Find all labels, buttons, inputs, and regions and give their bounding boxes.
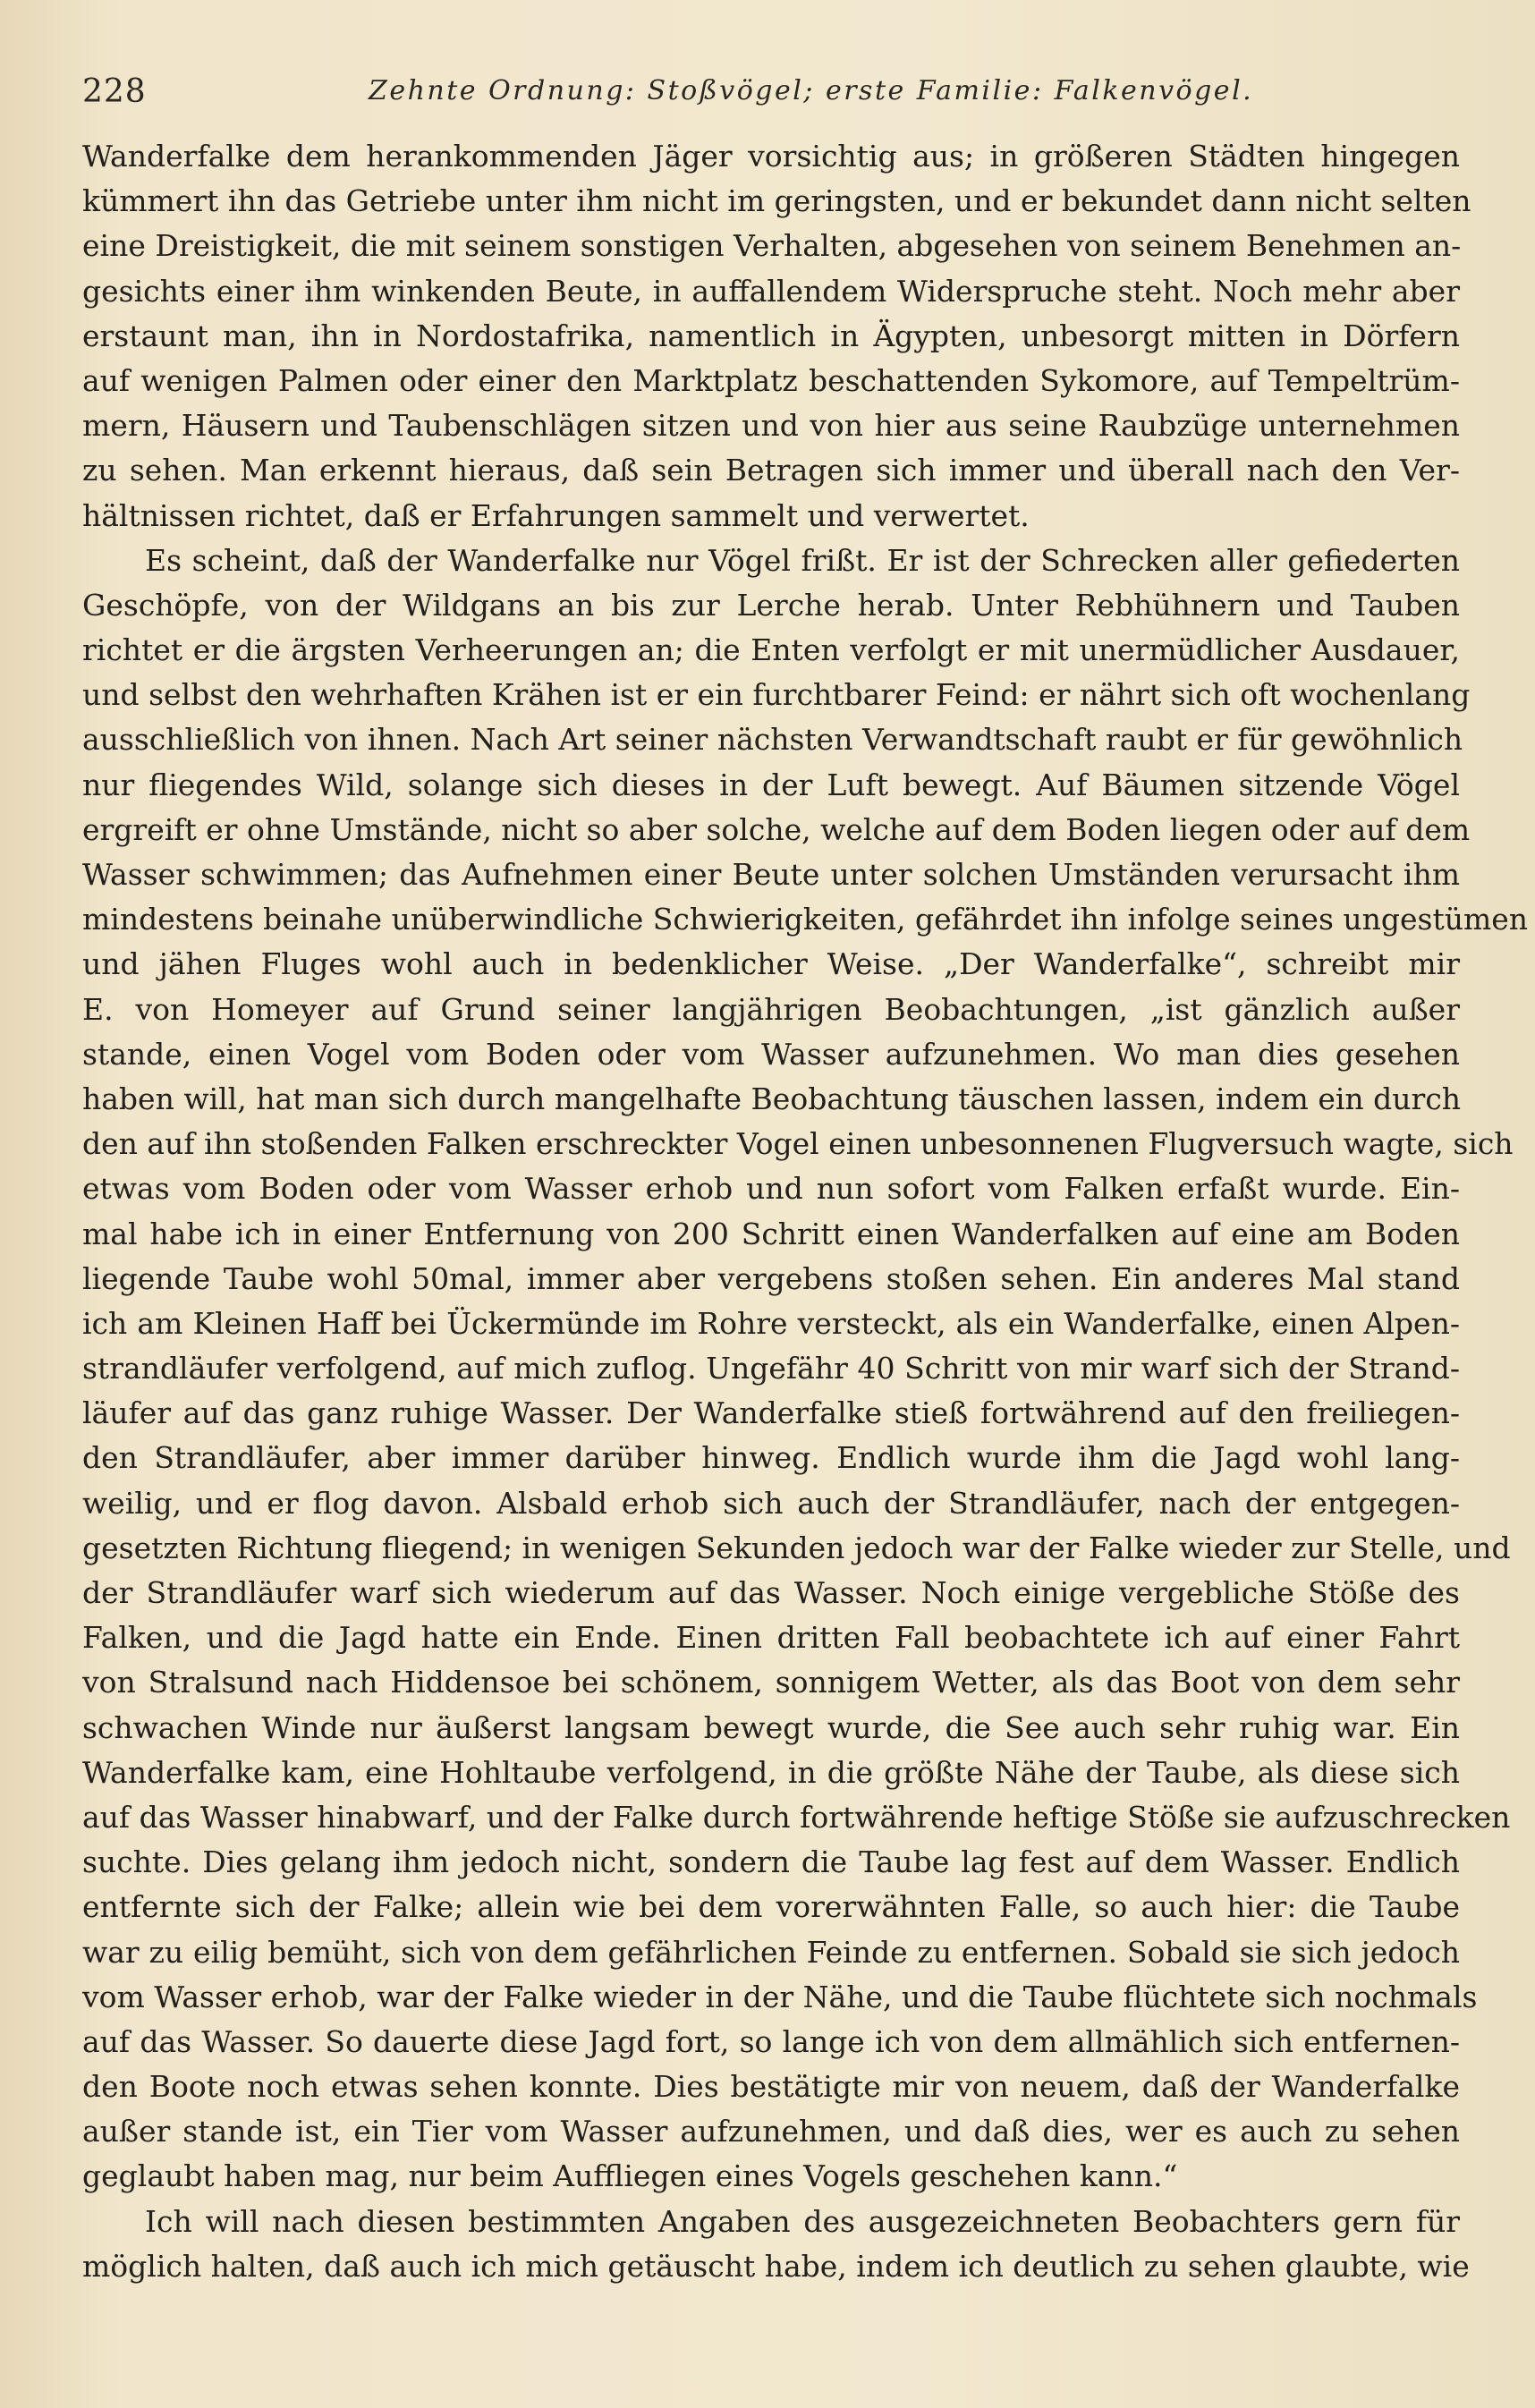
text-line: außer stande ist, ein Tier vom Wasser aufzunehmen, und daß dies, wer es auch zu sehen — [82, 2114, 1460, 2149]
text-line: auf das Wasser hinabwarf, und der Falke durch fortwährende heftige Stöße sie aufzuschrecken — [82, 1799, 1511, 1835]
text-line: auf das Wasser. So dauerte diese Jagd fort, so lange ich von dem allmählich sich entfernen- — [82, 2023, 1460, 2059]
text-line: gesetzten Richtung fliegend; in wenigen Sekunden jedoch war der Falke wieder zur Stelle, und — [82, 1530, 1511, 1565]
text-line: den Strandläufer, aber immer darüber hinweg. Endlich wurde ihm die Jagd wohl lang- — [82, 1440, 1460, 1476]
text-line: Wanderfalke dem herankommenden Jäger vorsichtig aus; in größeren Städten hingegen — [82, 139, 1460, 174]
text-line: den auf ihn stoßenden Falken erschreckter Vogel einen unbesonnenen Flugversuch wagte, sich — [82, 1126, 1514, 1162]
text-line: schwachen Winde nur äußerst langsam bewegt wurde, die See auch sehr ruhig war. Ein — [82, 1709, 1460, 1745]
text-line: erstaunt man, ihn in Nordostafrika, namentlich in Ägypten, unbesorgt mitten in Dörfern — [82, 318, 1460, 353]
text-line: Geschöpfe, von der Wildgans an bis zur Lerche herab. Unter Rebhühnern und Tauben — [82, 587, 1460, 623]
text-line: Wanderfalke kam, eine Hohltaube verfolgend, in die größte Nähe der Taube, als diese sich — [82, 1754, 1460, 1790]
text-line: kümmert ihn das Getriebe unter ihm nicht im geringsten, und er bekundet dann nicht selten — [82, 183, 1471, 219]
text-line: haben will, hat man sich durch mangelhafte Beobachtung täuschen lassen, indem ein durch — [82, 1081, 1462, 1116]
text-line: richtet er die ärgsten Verheerungen an; die Enten verfolgt er mit unermüdlicher Ausdauer, — [82, 632, 1460, 668]
text-line: geglaubt haben mag, nur beim Auffliegen eines Vogels geschehen kann.“ — [82, 2158, 1178, 2194]
text-line: nur fliegendes Wild, solange sich dieses in der Luft bewegt. Auf Bäumen sitzende Vögel — [82, 767, 1460, 802]
text-line: weilig, und er flog davon. Alsbald erhob sich auch der Strandläufer, nach der entgegen- — [82, 1485, 1460, 1521]
text-line: Ich will nach diesen bestimmten Angaben des ausgezeichneten Beobachters gern für — [145, 2203, 1460, 2239]
text-line: den Boote noch etwas sehen konnte. Dies bestätigte mir von neuem, daß der Wanderfalke — [82, 2069, 1460, 2105]
text-line: ergreift er ohne Umstände, nicht so aber solche, welche auf dem Boden liegen oder auf dem — [82, 811, 1471, 847]
text-line: mal habe ich in einer Entfernung von 200 Schritt einen Wanderfalken auf eine am Boden — [82, 1216, 1460, 1251]
page-number: 228 — [82, 73, 147, 110]
text-line: eine Dreistigkeit, die mit seinem sonstigen Verhalten, abgesehen von seinem Benehmen an- — [82, 228, 1462, 264]
text-line: hältnissen richtet, daß er Erfahrungen sammelt und verwertet. — [82, 497, 1030, 533]
text-line: der Strandläufer warf sich wiederum auf das Wasser. Noch einige vergebliche Stöße des — [82, 1575, 1460, 1610]
text-line: E. von Homeyer auf Grund seiner langjährigen Beobachtungen, „ist gänzlich außer — [82, 991, 1460, 1027]
text-line: Wasser schwimmen; das Aufnehmen einer Beute unter solchen Umständen verursacht ihm — [82, 857, 1460, 892]
text-line: ich am Kleinen Haff bei Ückermünde im Rohre versteckt, als ein Wanderfalke, einen Alpen- — [82, 1305, 1460, 1341]
text-line: war zu eilig bemüht, sich von dem gefährlichen Feinde zu entfernen. Sobald sie sich jedoch — [82, 1934, 1460, 1970]
text-line: zu sehen. Man erkennt hieraus, daß sein Betragen sich immer und überall nach den Ver- — [82, 453, 1460, 488]
text-line: ausschließlich von ihnen. Nach Art seiner nächsten Verwandtschaft raubt er für gewöhnlich — [82, 722, 1463, 758]
text-line: liegende Taube wohl 50mal, immer aber vergebens stoßen sehen. Ein anderes Mal stand — [82, 1260, 1460, 1296]
body-text — [82, 134, 1529, 2289]
text-line: mindestens beinahe unüberwindliche Schwierigkeiten, gefährdet ihn infolge seines ungestümen — [82, 902, 1529, 937]
text-line: möglich halten, daß auch ich mich getäuscht habe, indem ich deutlich zu sehen glaubte, wie — [82, 2248, 1470, 2284]
text-line: entfernte sich der Falke; allein wie bei dem vorerwähnten Falle, so auch hier: die Taube — [82, 1889, 1460, 1925]
text-line: Es scheint, daß der Wanderfalke nur Vögel frißt. Er ist der Schrecken aller gefiederten — [145, 542, 1460, 578]
text-line: strandläufer verfolgend, auf mich zuflog. Ungefähr 40 Schritt von mir warf sich der Strand- — [82, 1351, 1460, 1386]
text-line: mern, Häusern und Taubenschlägen sitzen und von hier aus seine Raubzüge unternehmen — [82, 408, 1460, 444]
text-line: suchte. Dies gelang ihm jedoch nicht, sondern die Taube lag fest auf dem Wasser. Endlich — [82, 1844, 1460, 1880]
page-header — [82, 73, 1478, 118]
running-head: Zehnte Ordnung: Stoßvögel; erste Familie: Falkenvögel. — [369, 75, 1254, 106]
text-line: gesichts einer ihm winkenden Beute, in auffallendem Widerspruche steht. Noch mehr aber — [82, 273, 1460, 309]
text-line: auf wenigen Palmen oder einer den Marktplatz beschattenden Sykomore, auf Tempeltrüm- — [82, 362, 1460, 398]
text-line: vom Wasser erhob, war der Falke wieder in der Nähe, und die Taube flüchtete sich nochmals — [82, 1979, 1478, 2014]
text-line: etwas vom Boden oder vom Wasser erhob und nun sofort vom Falken erfaßt wurde. Ein- — [82, 1171, 1460, 1207]
text-line: und jähen Fluges wohl auch in bedenklicher Weise. „Der Wanderfalke“, schreibt mir — [82, 946, 1460, 982]
text-line: Falken, und die Jagd hatte ein Ende. Einen dritten Fall beobachtete ich auf einer Fahrt — [82, 1620, 1460, 1656]
text-line: von Stralsund nach Hiddensoe bei schönem, sonnigem Wetter, als das Boot von dem sehr — [82, 1665, 1460, 1700]
text-line: stande, einen Vogel vom Boden oder vom Wasser aufzunehmen. Wo man dies gesehen — [82, 1036, 1460, 1072]
text-line: läufer auf das ganz ruhige Wasser. Der Wanderfalke stieß fortwährend auf den freiliegen- — [82, 1395, 1460, 1431]
text-line: und selbst den wehrhaften Krähen ist er ein furchtbarer Feind: er nährt sich oft wochenlang — [82, 677, 1471, 713]
